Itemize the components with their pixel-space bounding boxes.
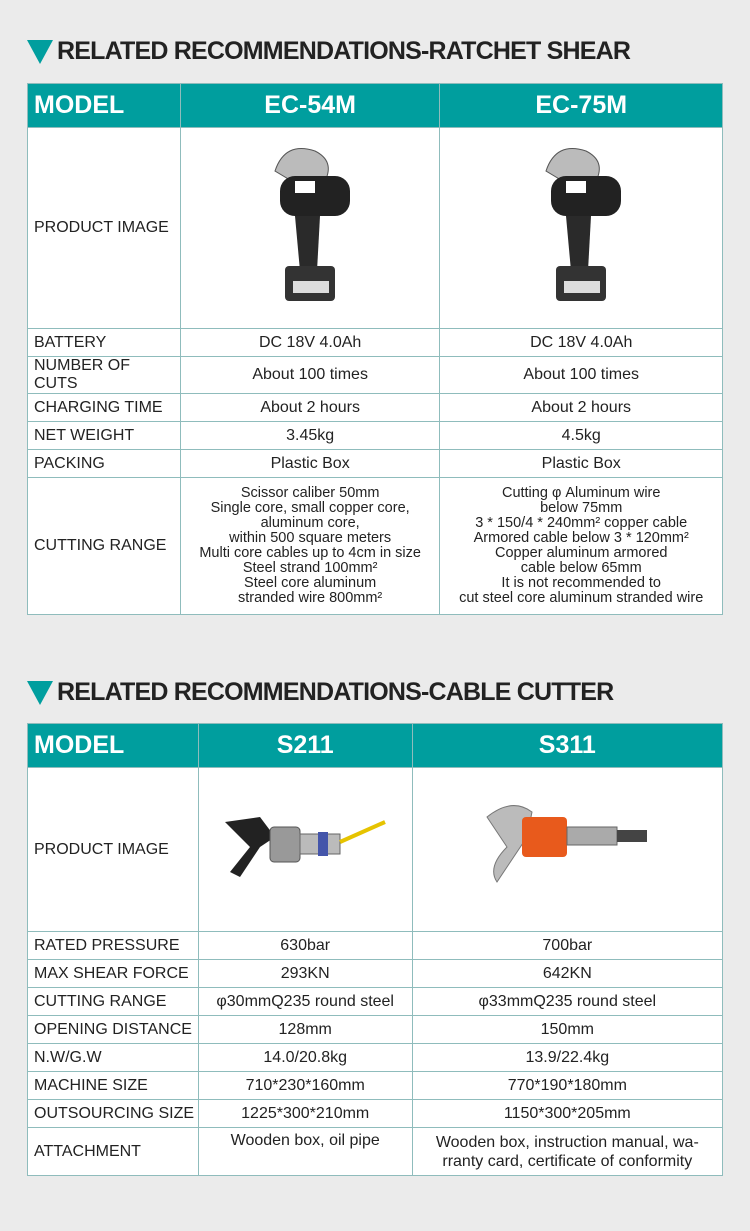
range-line: Scissor caliber 50mm [240, 485, 380, 501]
row-label: PRODUCT IMAGE [28, 768, 199, 932]
range-line: 3 * 150/4 * 240mm² copper cable [475, 515, 688, 531]
model-name: S211 [198, 724, 412, 768]
product-image-ec75m [440, 128, 723, 329]
range-line: aluminum core, [260, 515, 360, 531]
row-label: OUTSOURCING SIZE [28, 1100, 199, 1128]
cell: 630bar [198, 932, 412, 960]
table-row [28, 932, 723, 960]
cell: 710*230*160mm [198, 1072, 412, 1100]
table-row [28, 394, 723, 422]
cell: 14.0/20.8kg [198, 1044, 412, 1072]
triangle-icon [27, 40, 53, 64]
row-label: NET WEIGHT [28, 422, 181, 450]
range-line: Copper aluminum armored [494, 545, 668, 561]
attachment-line: Wooden box, instruction manual, wa- [435, 1133, 699, 1151]
model-name: S311 [412, 724, 722, 768]
cell: Plastic Box [440, 450, 723, 478]
model-label: MODEL [28, 84, 181, 128]
row-label: PACKING [28, 450, 181, 478]
row-label: MAX SHEAR FORCE [28, 960, 199, 988]
table-row [28, 1128, 723, 1176]
range-line: Multi core cables up to 4cm in size [199, 545, 421, 561]
range-line: Armored cable below 3 * 120mm² [473, 530, 689, 546]
table-row [28, 1072, 723, 1100]
row-label: CUTTING RANGE [28, 988, 199, 1016]
range-line: It is not recommended to [501, 575, 661, 591]
attachment-line: rranty card, certificate of conformity [442, 1152, 693, 1170]
heading-text: RELATED RECOMMENDATIONS-RATCHET SHEAR [57, 37, 631, 65]
cell: About 100 times [180, 357, 440, 394]
table-header-row [28, 724, 723, 768]
model-name: EC-54M [180, 84, 440, 128]
row-label: PRODUCT IMAGE [28, 128, 181, 329]
cell: 128mm [198, 1016, 412, 1044]
range-line: Steel core aluminum [244, 575, 377, 591]
row-label: BATTERY [28, 329, 181, 357]
triangle-icon [27, 681, 53, 705]
row-label: NUMBER OF CUTS [28, 357, 181, 394]
cell: 150mm [412, 1016, 722, 1044]
row-label: N.W/G.W [28, 1044, 199, 1072]
cell: 1150*300*205mm [412, 1100, 722, 1128]
table-header-row [28, 84, 723, 128]
row-label: ATTACHMENT [28, 1128, 199, 1176]
table-row [28, 478, 723, 615]
cell: 293KN [198, 960, 412, 988]
heading-text: RELATED RECOMMENDATIONS-CABLE CUTTER [57, 678, 614, 706]
table-row [28, 422, 723, 450]
cell: 4.5kg [440, 422, 723, 450]
cell: 13.9/22.4kg [412, 1044, 722, 1072]
cell: DC 18V 4.0Ah [440, 329, 723, 357]
cell: Wooden box, oil pipe [198, 1128, 412, 1176]
product-image-s211 [198, 768, 412, 932]
table-row [28, 960, 723, 988]
ratchet-shear-table [27, 83, 723, 615]
cell: 1225*300*210mm [198, 1100, 412, 1128]
range-line: Single core, small copper core, [210, 500, 410, 516]
table-row [28, 1016, 723, 1044]
table-row [28, 329, 723, 357]
range-line: stranded wire 800mm² [238, 590, 383, 606]
table-row [28, 450, 723, 478]
model-label: MODEL [28, 724, 199, 768]
table-row [28, 1044, 723, 1072]
cell: About 2 hours [180, 394, 440, 422]
table-row [28, 128, 723, 329]
cutting-range-ec54m [180, 478, 440, 615]
range-line: below 75mm [540, 500, 623, 516]
range-line: Steel strand 100mm² [242, 560, 378, 576]
table-row [28, 988, 723, 1016]
range-line: within 500 square meters [229, 530, 392, 546]
table-row [28, 768, 723, 932]
range-line: Cutting φ Aluminum wire [501, 485, 661, 501]
cell: 770*190*180mm [412, 1072, 722, 1100]
product-image-s311 [412, 768, 722, 932]
row-label: CHARGING TIME [28, 394, 181, 422]
row-label: RATED PRESSURE [28, 932, 199, 960]
cell: φ30mmQ235 round steel [198, 988, 412, 1016]
cell: Plastic Box [180, 450, 440, 478]
range-line: cut steel core aluminum stranded wire [459, 590, 704, 606]
model-name: EC-75M [440, 84, 723, 128]
cell: DC 18V 4.0Ah [180, 329, 440, 357]
cell: About 2 hours [440, 394, 723, 422]
cutting-range-ec75m [440, 478, 723, 615]
product-image-ec54m [180, 128, 440, 329]
cell: 700bar [412, 932, 722, 960]
cell: About 100 times [440, 357, 723, 394]
range-line: cable below 65mm [520, 560, 642, 576]
row-label: CUTTING RANGE [28, 478, 181, 615]
row-label: OPENING DISTANCE [28, 1016, 199, 1044]
cell: 642KN [412, 960, 722, 988]
table-row [28, 1100, 723, 1128]
table-row [28, 357, 723, 394]
cell: 3.45kg [180, 422, 440, 450]
row-label: MACHINE SIZE [28, 1072, 199, 1100]
section-heading-ratchet-shear [27, 37, 630, 66]
cable-cutter-table [27, 723, 723, 1176]
cell: φ33mmQ235 round steel [412, 988, 722, 1016]
section-heading-cable-cutter [27, 678, 613, 707]
